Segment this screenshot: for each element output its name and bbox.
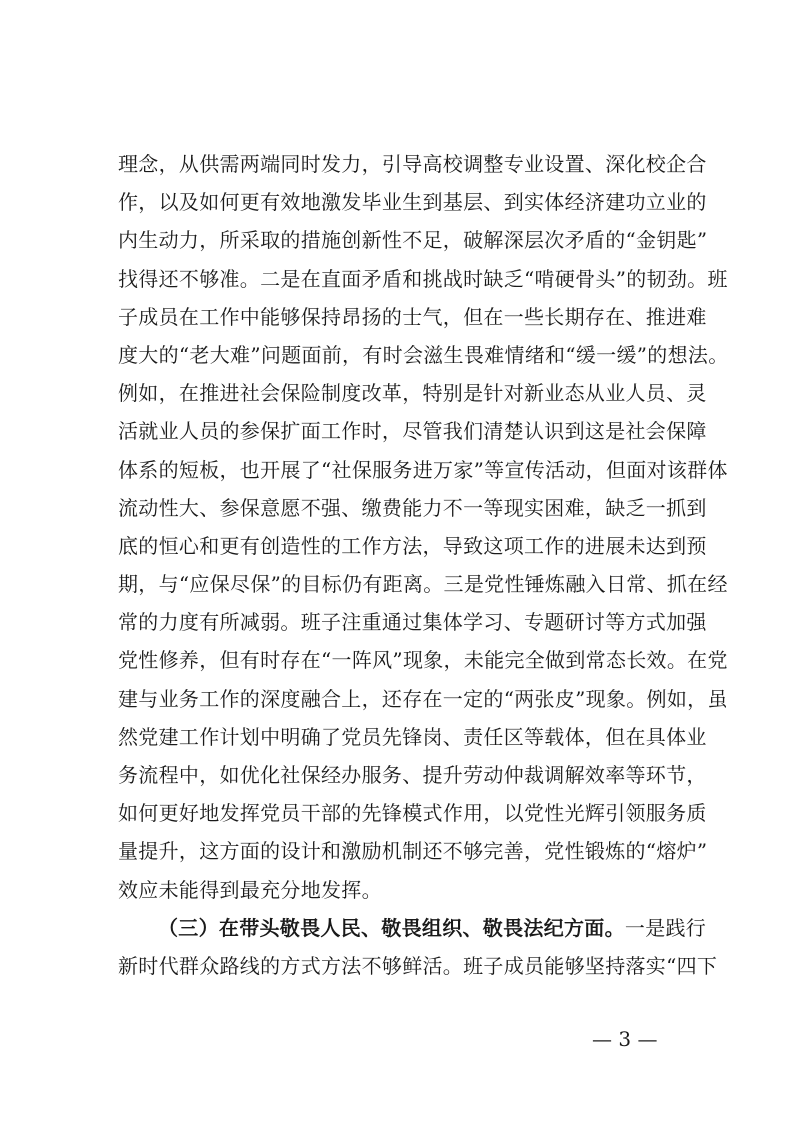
text-line: 如何更好地发挥党员干部的先锋模式作用，以党性光辉引领服务质 xyxy=(118,801,707,826)
text-line: 找得还不够准。二是在直面矛盾和挑战时缺乏“啃硬骨头”的韧劲。班 xyxy=(118,266,728,291)
page-number: — 3 — xyxy=(592,1027,658,1051)
text-line: 流动性大、参保意愿不强、缴费能力不一等现实困难，缺乏一抓到 xyxy=(118,495,707,520)
text-line: 底的恒心和更有创造性的工作方法，导致这项工作的进展未达到预 xyxy=(118,533,707,558)
text-line: 党性修养，但有时存在“一阵风”现象，未能完全做到常态长效。在党 xyxy=(118,648,728,673)
text-line: 然党建工作计划中明确了党员先锋岗、责任区等载体，但在具体业 xyxy=(118,724,707,749)
text-line: 子成员在工作中能够保持昂扬的士气，但在一些长期存在、推进难 xyxy=(118,304,707,329)
text-line: 作，以及如何更有效地激发毕业生到基层、到实体经济建功立业的 xyxy=(118,190,707,215)
section-heading: （三）在带头敬畏人民、敬畏组织、敬畏法纪方面。 xyxy=(158,915,625,940)
section-first-line-rest: 一是践行 xyxy=(624,915,707,940)
text-line: 期，与“应保尽保”的目标仍有距离。三是党性锤炼融入日常、抓在经 xyxy=(118,572,728,597)
section-first-line xyxy=(118,909,707,947)
text-line: 内生动力，所采取的措施创新性不足，破解深层次矛盾的“金钥匙” xyxy=(118,228,708,253)
text-line: 度大的“老大难”问题面前，有时会滋生畏难情绪和“缓一缓”的想法。 xyxy=(118,342,729,367)
text-line: 务流程中，如优化社保经办服务、提升劳动仲裁调解效率等环节， xyxy=(118,763,707,787)
text-line: 新时代群众路线的方式方法不够鲜活。班子成员能够坚持落实“四下 xyxy=(118,953,718,978)
text-line: 理念，从供需两端同时发力，引导高校调整专业设置、深化校企合 xyxy=(118,152,707,176)
text-line: 例如，在推进社会保险制度改革，特别是针对新业态从业人员、灵 xyxy=(118,381,707,406)
text-line: 量提升，这方面的设计和激励机制还不够完善，党性锻炼的“熔炉” xyxy=(118,839,708,864)
text-line: 体系的短板，也开展了“社保服务进万家”等宣传活动，但面对该群体 xyxy=(118,457,728,482)
text-line: 常的力度有所减弱。班子注重通过集体学习、专题研讨等方式加强 xyxy=(118,610,707,635)
text-line: 效应未能得到最充分地发挥。 xyxy=(118,877,382,902)
text-line: 建与业务工作的深度融合上，还存在一定的“两张皮”现象。例如，虽 xyxy=(118,686,728,711)
body-text xyxy=(118,145,729,985)
text-line: 活就业人员的参保扩面工作时，尽管我们清楚认识到这是社会保障 xyxy=(118,419,707,444)
